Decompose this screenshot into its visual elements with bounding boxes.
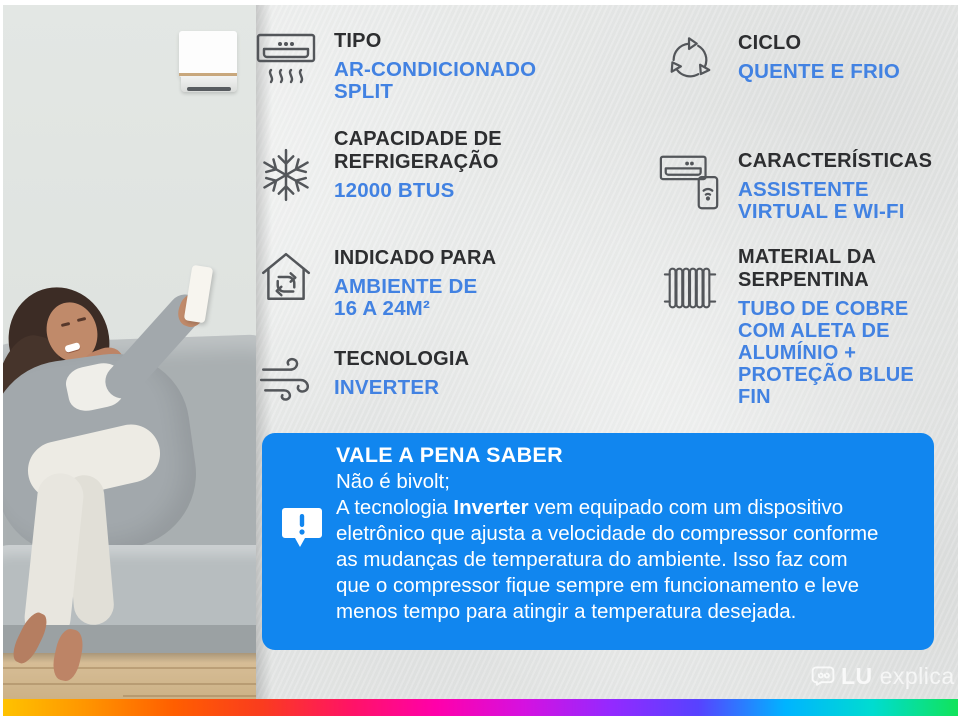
house-air-cycle-icon bbox=[244, 247, 328, 307]
floor-plank-line bbox=[3, 683, 256, 685]
frame-left bbox=[0, 0, 3, 720]
spec-text bbox=[328, 348, 469, 399]
spec-label: CAPACIDADE DE REFRIGERAÇÃO bbox=[334, 128, 502, 173]
spec-text bbox=[328, 30, 549, 103]
spec-label: TIPO bbox=[334, 30, 382, 52]
spec-value: ASSISTENTE VIRTUAL E WI-FI bbox=[738, 178, 905, 223]
cycle-arrows-icon bbox=[648, 32, 732, 88]
brand-text bbox=[841, 663, 955, 690]
spec-value: TUBO DE COBRE COM ALETA DE ALUMÍNIO + PROTEÇÃO BLUE FIN bbox=[738, 298, 914, 408]
spec-tipo bbox=[244, 30, 549, 103]
snowflake-icon bbox=[244, 128, 328, 204]
spec-indicado bbox=[244, 247, 504, 320]
frame-top bbox=[0, 0, 960, 5]
spec-value: 12000 BTUS bbox=[334, 179, 455, 202]
lifestyle-photo bbox=[3, 5, 256, 699]
alert-speech-bubble-icon bbox=[282, 507, 322, 551]
spec-text bbox=[732, 32, 900, 83]
info-body bbox=[336, 495, 881, 625]
footer-rainbow-stripe bbox=[0, 699, 960, 716]
spec-capacidade bbox=[244, 128, 584, 204]
lu-chat-bubble-icon bbox=[810, 664, 836, 690]
spec-label: MATERIAL DA SERPENTINA bbox=[738, 246, 876, 291]
info-title: VALE A PENA SABER bbox=[336, 443, 563, 467]
spec-ciclo bbox=[648, 32, 900, 88]
frame-bottom bbox=[0, 716, 960, 720]
spec-value: INVERTER bbox=[334, 376, 440, 399]
info-box bbox=[262, 433, 934, 650]
spec-label: TECNOLOGIA bbox=[334, 348, 470, 370]
spec-text bbox=[732, 246, 953, 408]
spec-label: INDICADO PARA bbox=[334, 247, 497, 269]
wind-icon bbox=[244, 348, 328, 406]
spec-label: CARACTERÍSTICAS bbox=[738, 150, 933, 172]
couch-shadow bbox=[3, 653, 256, 663]
ac-vent-slot bbox=[187, 87, 231, 91]
brand-watermark bbox=[810, 663, 955, 690]
spec-text bbox=[328, 247, 504, 320]
brand-light: explica bbox=[879, 663, 955, 689]
floor-plank-line bbox=[3, 667, 256, 669]
spec-text bbox=[328, 128, 584, 202]
spec-material bbox=[648, 246, 953, 408]
info-note: Não é bivolt; bbox=[336, 470, 450, 493]
info-body-prefix: A tecnologia bbox=[336, 496, 454, 519]
info-body-bold: Inverter bbox=[453, 496, 529, 519]
wall-ac-unit bbox=[179, 31, 237, 77]
spec-value: AMBIENTE DE 16 A 24M² bbox=[334, 275, 478, 320]
brand-bold: LU bbox=[841, 663, 873, 689]
remote-control bbox=[184, 265, 214, 324]
spec-value: AR-CONDICIONADO SPLIT bbox=[334, 58, 537, 103]
ac-split-icon bbox=[244, 30, 328, 92]
spec-tecnologia bbox=[244, 348, 469, 406]
ac-smartphone-wifi-icon bbox=[648, 150, 732, 214]
floor-plank-line bbox=[123, 695, 256, 697]
spec-label: CICLO bbox=[738, 32, 802, 54]
radiator-coil-icon bbox=[648, 246, 732, 316]
spec-text bbox=[732, 150, 932, 223]
info-body-rest: vem equipado com um dispositivo eletrônico que ajusta a velocidade do compressor conforme as mudanças de temperatura do ambiente. Isso faz com que o compressor fique sempre em funcionamento e leve menos tempo para atingir a temperatura desejada. bbox=[336, 496, 879, 623]
spec-caracteristicas bbox=[648, 150, 932, 223]
info-content bbox=[336, 441, 881, 625]
spec-value: QUENTE E FRIO bbox=[738, 60, 901, 83]
